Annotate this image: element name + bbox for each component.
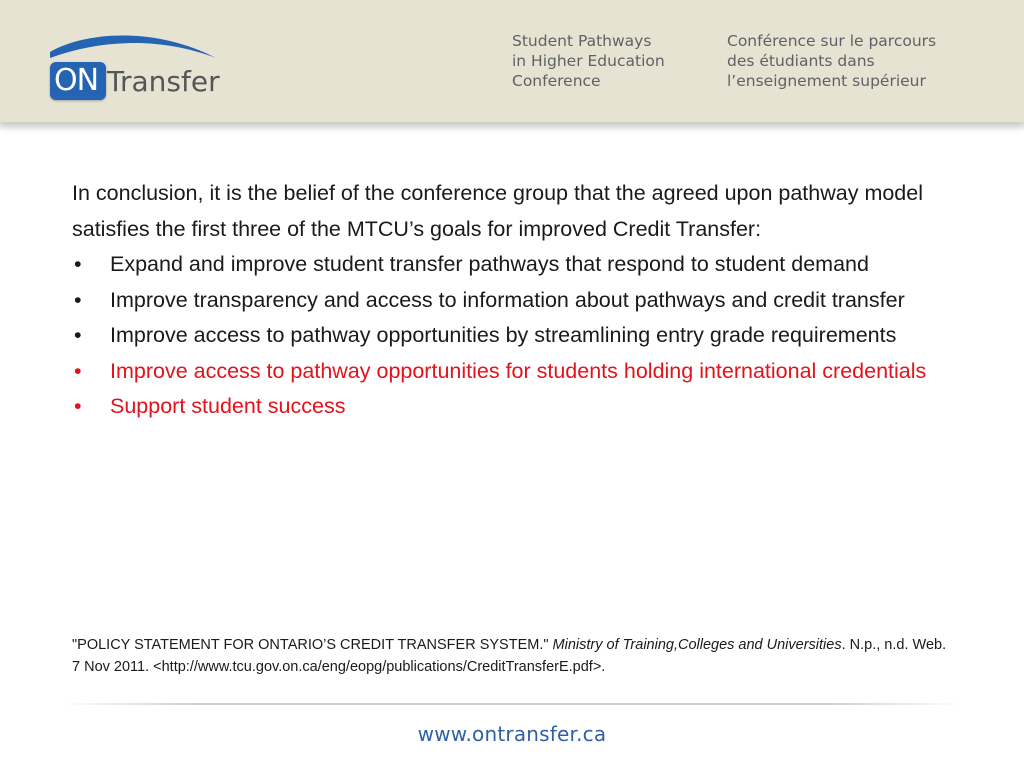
logo-transfer-text: Transfer bbox=[107, 65, 220, 98]
goal-text: Improve transparency and access to information about pathways and credit transfer bbox=[110, 287, 905, 312]
citation-details: . N.p., n.d. Web. 7 Nov 2011. <http://www.tcu.gov.on.ca/eng/eopg/publications/CreditTransferE.pdf>. bbox=[72, 637, 947, 675]
goal-text: Improve access to pathway opportunities for students holding international credentials bbox=[110, 358, 927, 383]
bullet-icon: • bbox=[74, 323, 82, 347]
conference-title-english-line: in Higher Education bbox=[512, 52, 665, 70]
conference-title-french-line: des étudiants dans bbox=[727, 52, 875, 70]
footer-website-link[interactable]: www.ontransfer.ca bbox=[417, 722, 607, 746]
bullet-icon: • bbox=[74, 252, 82, 276]
logo-on-text: ON bbox=[54, 63, 99, 98]
conference-title-french-line: l’enseignement supérieur bbox=[727, 72, 926, 90]
conference-title-french-line: Conférence sur le parcours bbox=[727, 32, 937, 50]
goal-text: Improve access to pathway opportunities by streamlining entry grade requirements bbox=[110, 323, 897, 347]
bullet-icon: • bbox=[74, 287, 82, 312]
goal-text: Support student success bbox=[110, 394, 346, 418]
bullet-icon: • bbox=[74, 394, 82, 418]
conference-title-english-line: Student Pathways bbox=[512, 32, 652, 50]
citation-publisher: Ministry of Training,Colleges and Universities bbox=[552, 637, 842, 653]
footer-divider bbox=[60, 703, 964, 705]
intro-paragraph: In conclusion, it is the belief of the conference group that the agreed upon pathway model satisfies the first three of the MTCU’s goals for improved Credit Transfer: bbox=[72, 181, 924, 241]
conference-title-english-line: Conference bbox=[512, 72, 601, 90]
goal-item-highlighted bbox=[72, 389, 942, 425]
goal-item bbox=[72, 318, 942, 354]
slide-body bbox=[72, 176, 942, 425]
goal-item bbox=[72, 247, 942, 283]
goal-item bbox=[72, 283, 942, 319]
header-shadow bbox=[0, 122, 1024, 132]
citation bbox=[72, 634, 952, 678]
goals-list bbox=[72, 247, 942, 425]
bullet-icon: • bbox=[74, 358, 82, 383]
conference-title-english bbox=[512, 31, 712, 91]
goal-item-highlighted bbox=[72, 354, 942, 390]
header-banner bbox=[0, 0, 1024, 122]
conference-title-french bbox=[727, 31, 997, 91]
ontransfer-logo bbox=[44, 28, 234, 104]
goal-text: Expand and improve student transfer pathways that respond to student demand bbox=[110, 252, 869, 276]
citation-title: "POLICY STATEMENT FOR ONTARIO’S CREDIT TRANSFER SYSTEM." bbox=[72, 637, 549, 653]
